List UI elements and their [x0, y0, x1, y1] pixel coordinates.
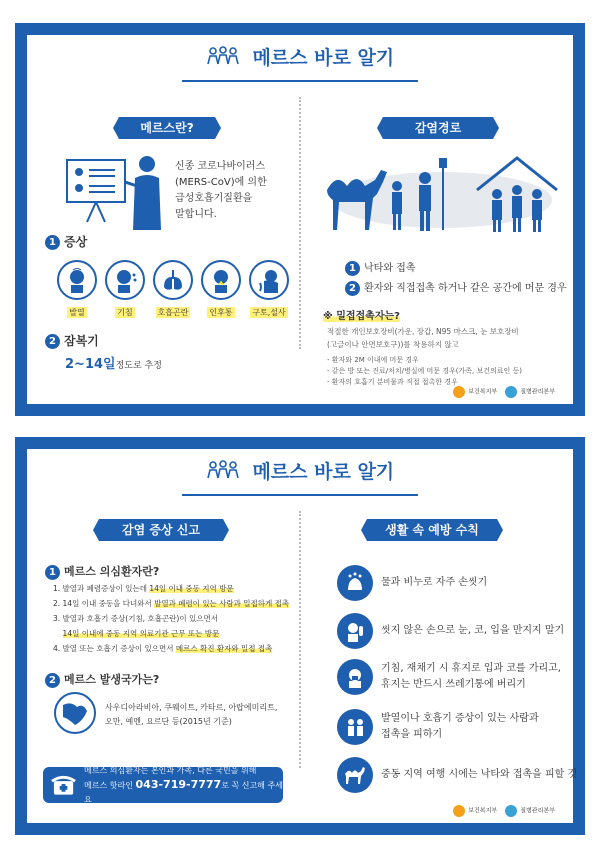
prevention-item-handwash: 물과 비누로 자주 손씻기	[337, 565, 581, 601]
title-underline	[182, 80, 418, 82]
infection-route-illustration	[317, 150, 567, 254]
suspect-item: 4. 발열 또는 호흡기 증상이 있으면서 메르스 확진 환자와 밀접 접촉	[53, 644, 273, 653]
doctor-chart-illustration	[65, 150, 165, 234]
cough-tissue-icon	[344, 666, 366, 688]
people-icon	[206, 46, 240, 71]
header-what-is-mers: 메르스란?	[119, 117, 215, 139]
poster1-title-row	[27, 43, 573, 71]
poster-mers-prevention	[15, 437, 585, 835]
phone-icon	[51, 773, 76, 797]
mers-description: 신종 코로나바이러스 (MERS-CoV)에 의한 급성호흡기질환을 말합니다.	[175, 161, 267, 220]
poster-mers-info	[15, 23, 585, 416]
prevention-item-cough-etiquette: 기침, 재채기 시 휴지로 입과 코를 가리고, 휴지는 반드시 쓰레기통에 버리기	[337, 659, 581, 695]
num-badge: 2	[45, 334, 60, 349]
mohw-logo: 보건복지부	[453, 386, 497, 398]
symptom-dyspnea: 호흡곤란	[151, 260, 195, 319]
hand-face-icon	[344, 620, 366, 642]
org-logos	[453, 386, 555, 398]
suspect-heading: 1 메르스 의심환자란?	[45, 563, 159, 580]
prevention-item-camel-avoid: 중동 지역 여행 시에는 낙타와 접촉을 피할 것	[337, 757, 591, 793]
hotline-banner	[43, 767, 283, 803]
countries-list: 사우디아라비아, 쿠웨이트, 카타르, 아랍에미리트, 오만, 예멘, 요르단 등(2015년 기준)	[105, 703, 278, 726]
lungs-icon	[160, 267, 186, 293]
camel-icon	[343, 764, 367, 786]
header-infection-route: 감염경로	[383, 117, 493, 139]
cough-icon	[112, 267, 138, 293]
suspect-criteria-list	[53, 581, 298, 656]
suspect-item: 2. 14일 이내 중동을 다녀와서 발열과 폐렴이 있는 사람과 밀접하게 접촉	[53, 599, 290, 608]
suspect-item: 14일 이내에 중동 지역 의료기관 근무 또는 방문	[62, 629, 220, 638]
middle-east-map-icon	[53, 691, 97, 739]
close-contact-list: - 환자와 2M 이내에 머문 경우 - 같은 방 또는 진료/처치/병실에 머문 경우(가족, 보건의료인 등) - 환자의 호흡기 분비물과 직접 접촉한 경우	[327, 356, 523, 386]
header-report-symptoms: 감염 증상 신고	[99, 519, 223, 541]
symptom-heading: 1 증상	[45, 233, 87, 250]
avoid-contact-icon	[344, 716, 366, 738]
num-badge: 1	[45, 235, 60, 250]
close-contact-text: 적절한 개인보호장비(가운, 장갑, N95 마스크, 눈 보호장비 (고글이나 안면보호구))를 착용하지 않고	[327, 327, 519, 349]
suspect-item: 1. 발열과 폐렴증상이 있는데 14일 이내 중동 지역 방문	[53, 584, 234, 593]
header-prevention: 생활 속 예방 수칙	[367, 519, 497, 541]
symptom-cough: 기침	[103, 260, 147, 319]
poster1-title: 메르스 바로 알기	[252, 47, 395, 69]
poster2-title-row	[27, 457, 573, 485]
route-item-2: 2 환자와 직접접촉 하거나 같은 공간에 머문 경우	[345, 279, 567, 296]
mohw-logo: 보건복지부	[453, 805, 497, 817]
symptom-fever: 발열	[55, 260, 99, 319]
symptom-vomit-diarrhea: 구토,설사	[247, 260, 291, 319]
fever-icon	[64, 267, 90, 293]
incubation-period: 2~14일정도로 추정	[65, 357, 162, 372]
prevention-item-avoid-contact: 발열이나 호흡기 증상이 있는 사람과 접촉을 피하기	[337, 709, 581, 745]
hotline-number: 043-719-7777	[135, 777, 222, 791]
kcdc-logo: 질병관리본부	[505, 805, 555, 817]
countries-heading: 2 메르스 발생국가는?	[45, 671, 159, 688]
sore-throat-icon	[208, 267, 234, 293]
column-divider	[299, 511, 301, 768]
column-divider	[299, 97, 301, 349]
route-item-1: 1 낙타와 접촉	[345, 259, 415, 276]
symptom-sore-throat: 인후통	[199, 260, 243, 319]
vomit-icon	[256, 267, 282, 293]
kcdc-logo: 질병관리본부	[505, 386, 555, 398]
close-contact-title: ※ 밀접접촉자는?	[323, 311, 400, 322]
people-icon	[206, 460, 240, 485]
handwash-icon	[344, 572, 366, 594]
hotline-line2: 메르스 핫라인 043-719-7777로 꼭 신고해 주세요	[84, 777, 283, 804]
prevention-item-hands-face: 씻지 않은 손으로 눈, 코, 입을 만지지 말기	[337, 613, 581, 649]
org-logos	[453, 805, 555, 817]
poster2-title: 메르스 바로 알기	[252, 461, 395, 483]
title-underline	[182, 494, 418, 496]
incubation-heading: 2 잠복기	[45, 332, 99, 349]
suspect-item: 3. 발열과 호흡기 증상(기침, 호흡곤란)이 있으면서	[53, 614, 218, 623]
hotline-line1: 메르스 의심환자는 본인과 가족, 다른 국민을 위해	[84, 765, 257, 775]
